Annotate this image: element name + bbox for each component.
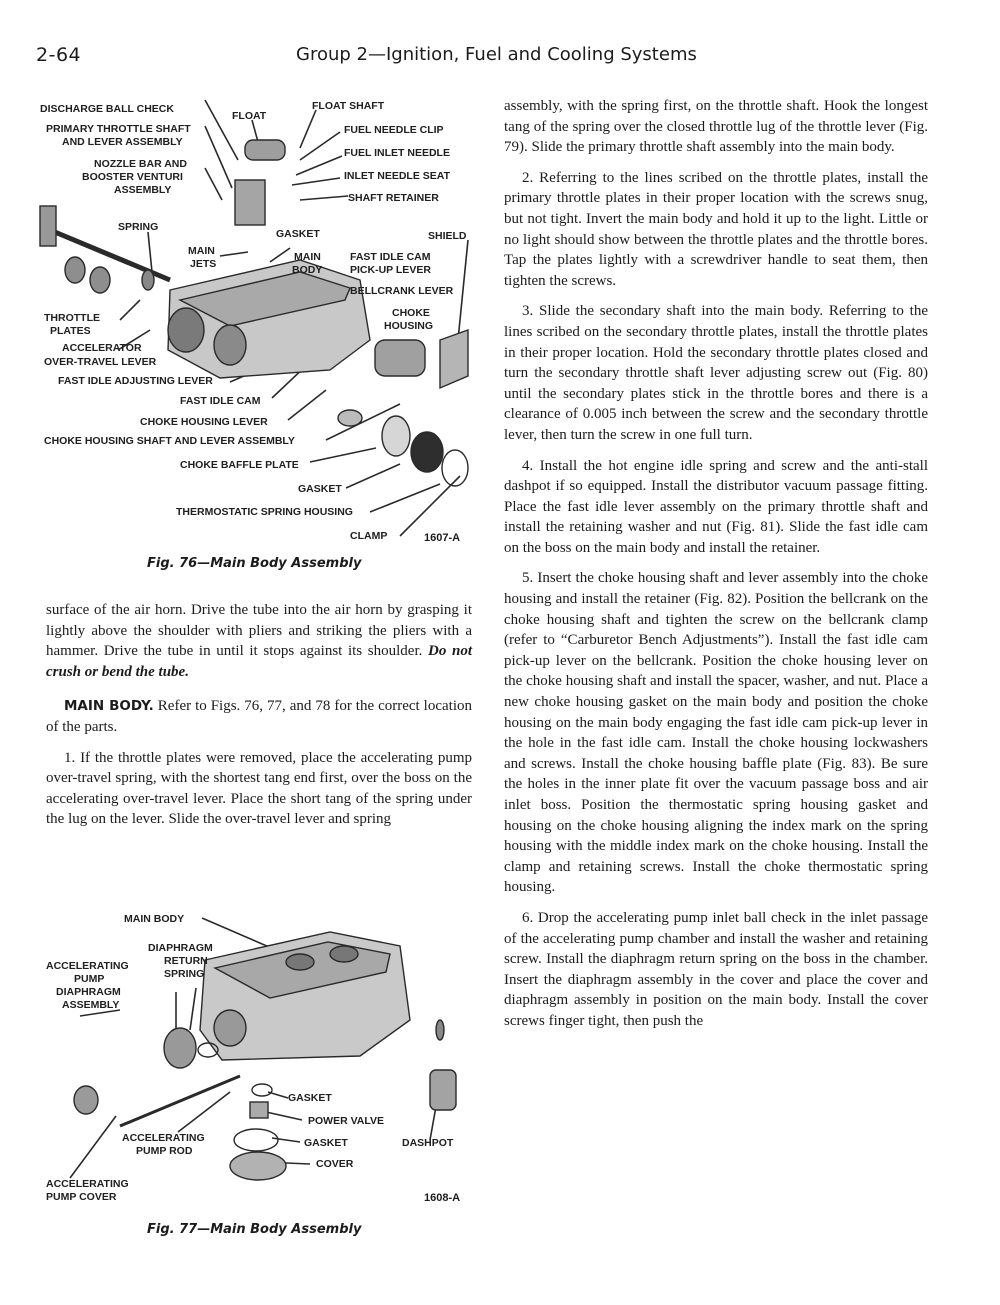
label-main-body-1: MAIN (294, 251, 321, 263)
label-power-valve: POWER VALVE (308, 1115, 385, 1127)
label-throttle-plates-2: PLATES (50, 325, 91, 337)
figure-76 (0, 0, 500, 580)
page-title: Group 2—Ignition, Fuel and Cooling Systems (296, 44, 697, 65)
label-choke-2: HOUSING (384, 320, 434, 332)
label-spring: SPRING (164, 968, 205, 980)
label-over-travel-lever: OVER-TRAVEL LEVER (44, 356, 157, 368)
paragraph-step-4: 4. Install the hot engine idle spring and screw and the anti-stall dashpot if so equipped. Install the distributor vacuum passage fitting. Place the fast idle lever assembly on the primary throttle shaft and install the retaining washer and nut (Fig. 81). Slide the fast idle cam on the boss on the main body and install the retainer. (504, 457, 928, 556)
label-main-body: MAIN BODY (124, 913, 185, 925)
label-diaphragm-assembly-1: DIAPHRAGM (56, 986, 121, 998)
figure-77 (0, 880, 500, 1250)
label-shaft-retainer: SHAFT RETAINER (348, 192, 439, 204)
section-heading-main-body: MAIN BODY. (64, 698, 154, 715)
label-diaphragm: DIAPHRAGM (148, 942, 213, 954)
label-accelerator: ACCELERATOR (62, 342, 142, 354)
label-throttle-plates-1: THROTTLE (44, 312, 100, 324)
label-acc-pump-rod-2: PUMP ROD (136, 1145, 193, 1157)
page-number: 2-64 (36, 44, 82, 66)
figure-77-caption: Fig. 77—Main Body Assembly (147, 1222, 362, 1237)
paragraph-air-horn (46, 600, 472, 682)
left-column-text (46, 600, 472, 840)
label-choke-housing-shaft: CHOKE HOUSING SHAFT AND LEVER ASSEMBLY (44, 435, 295, 447)
paragraph-main-body-text: Refer to Figs. 76, 77, and 78 for the correct location of the parts. (46, 698, 473, 735)
label-discharge-ball-check: DISCHARGE BALL CHECK (40, 103, 174, 115)
label-spring: SPRING (118, 221, 159, 233)
label-and-lever-assembly: AND LEVER ASSEMBLY (62, 136, 183, 148)
label-thermostatic-spring-housing: THERMOSTATIC SPRING HOUSING (176, 506, 353, 518)
label-gasket-1: GASKET (288, 1092, 332, 1104)
label-gasket-lower: GASKET (298, 483, 342, 495)
label-nozzle-bar: NOZZLE BAR AND (94, 158, 187, 170)
label-fuel-needle-clip: FUEL NEEDLE CLIP (344, 124, 444, 136)
label-booster-venturi: BOOSTER VENTURI (82, 171, 183, 183)
label-main-jets-2: JETS (190, 258, 217, 270)
label-fast-idle-adjusting-lever: FAST IDLE ADJUSTING LEVER (58, 375, 213, 387)
label-float-shaft: FLOAT SHAFT (312, 100, 385, 112)
label-gasket-top: GASKET (276, 228, 320, 240)
paragraph-air-horn-text: surface of the air horn. Drive the tube into the air horn by grasping it lightly above the shoulder with pliers and striking the pliers with a hammer. Drive the tube in until it stops against its shoulder. (46, 602, 472, 660)
right-column-text (504, 96, 928, 1042)
paragraph-continued: assembly, with the spring first, on the throttle shaft. Hook the longest tang of the spring over the closed throttle lug of the throttle lever (Fig. 79). Slide the primary throttle shaft assembly into the main body. (504, 98, 928, 156)
paragraph-step-6: 6. Drop the accelerating pump inlet ball check in the inlet passage of the accelerating pump chamber and install the washer and retaining screw. Install the diaphragm return spring on the boss in the chamber. Insert the diaphragm assembly in the cover and place the cover and diaphragm assembly in position on the main body. Install the cover screws finger tight, then push the (504, 909, 928, 1029)
label-shield: SHIELD (428, 230, 467, 242)
label-inlet-needle-seat: INLET NEEDLE SEAT (344, 170, 450, 182)
label-return: RETURN (164, 955, 208, 967)
figure-77-code: 1608-A (424, 1192, 461, 1204)
label-pick-up-lever: PICK-UP LEVER (350, 264, 431, 276)
label-clamp: CLAMP (350, 530, 388, 542)
label-dashpot: DASHPOT (402, 1137, 454, 1149)
figure-76-code: 1607-A (424, 532, 461, 544)
label-cover: COVER (316, 1158, 354, 1170)
label-acc-pump-cover-1: ACCELERATING (46, 1178, 129, 1190)
label-main-body-2: BODY (292, 264, 323, 276)
label-main-jets-1: MAIN (188, 245, 215, 257)
label-bellcrank-lever: BELLCRANK LEVER (350, 285, 454, 297)
label-acc-pump-rod-1: ACCELERATING (122, 1132, 205, 1144)
label-gasket-2: GASKET (304, 1137, 348, 1149)
label-acc-pump-cover-2: PUMP COVER (46, 1191, 117, 1203)
paragraph-step-3: 3. Slide the secondary shaft into the main body. Referring to the lines scribed on the secondary throttle plates, install the throttle plates in their proper location. Hold the secondary throttle plates closed and turn the secondary throttle shaft lever adjusting screw out (Fig. 80) until the secondary plates stick in the throttle bores and there is a clearance of 0.005 inch between the screw and the secondary throttle lever, then turn the screw in one full turn. (504, 303, 928, 443)
label-choke-housing-lever: CHOKE HOUSING LEVER (140, 416, 268, 428)
label-diaphragm-assembly-2: ASSEMBLY (62, 999, 120, 1011)
label-assembly: ASSEMBLY (114, 184, 172, 196)
label-choke-1: CHOKE (392, 307, 430, 319)
label-float: FLOAT (232, 110, 267, 122)
label-choke-baffle-plate: CHOKE BAFFLE PLATE (180, 459, 299, 471)
label-fast-idle-cam: FAST IDLE CAM (350, 251, 431, 263)
paragraph-air-horn-emphasis: Do not crush or bend the tube. (46, 643, 472, 680)
paragraph-main-body (46, 696, 472, 737)
paragraph-step-5: 5. Insert the choke housing shaft and lever assembly into the choke housing and install the retainer (Fig. 82). Position the bellcrank on the choke housing shaft and tighten the screw on the bellcrank clamp (refer to “Carburetor Bench Adjustments”). Install the fast idle cam pick-up lever on the bellcrank. Position the choke housing lever on the choke housing shaft and install the spacer, washer, and nut. Place a new choke housing gasket on the main body and position the choke housing on the main body engaging the fast idle cam pick-up lever in the hole in the fast idle cam. Install the choke housing lockwashers and screws. Install the choke housing baffle plate (Fig. 83). Be sure the holes in the inner plate fit over the vacuum passage boss and air inlet boss. Position the thermostatic spring housing gasket and housing on the choke housing aligning the index mark on the spring housing with the middle index mark on the choke housing. Install the clamp and retaining screws. Install the choke thermostatic spring housing. (504, 570, 928, 896)
figure-76-caption: Fig. 76—Main Body Assembly (147, 556, 362, 571)
label-fuel-inlet-needle: FUEL INLET NEEDLE (344, 147, 450, 159)
label-accelerating: ACCELERATING (46, 960, 129, 972)
label-primary-throttle-shaft: PRIMARY THROTTLE SHAFT (46, 123, 191, 135)
label-fast-idle-cam-lower: FAST IDLE CAM (180, 395, 261, 407)
label-pump: PUMP (74, 973, 105, 985)
paragraph-step-2: 2. Referring to the lines scribed on the throttle plates, install the primary throttle plates in their proper location with the screws snug, but not tight. Invert the main body and hold it up to the light. Little or no light should show between the throttle plates and the throttle bores. Tap the plates lightly with a screwdriver handle to seat them, then tighten the screws. (504, 169, 928, 289)
paragraph-step-1: 1. If the throttle plates were removed, place the accelerating pump over-travel spring, with the shortest tang end first, over the boss on the accelerating over-travel lever. Place the short tang of the spring under the lug on the lever. Slide the over-travel lever and spring (46, 749, 472, 828)
